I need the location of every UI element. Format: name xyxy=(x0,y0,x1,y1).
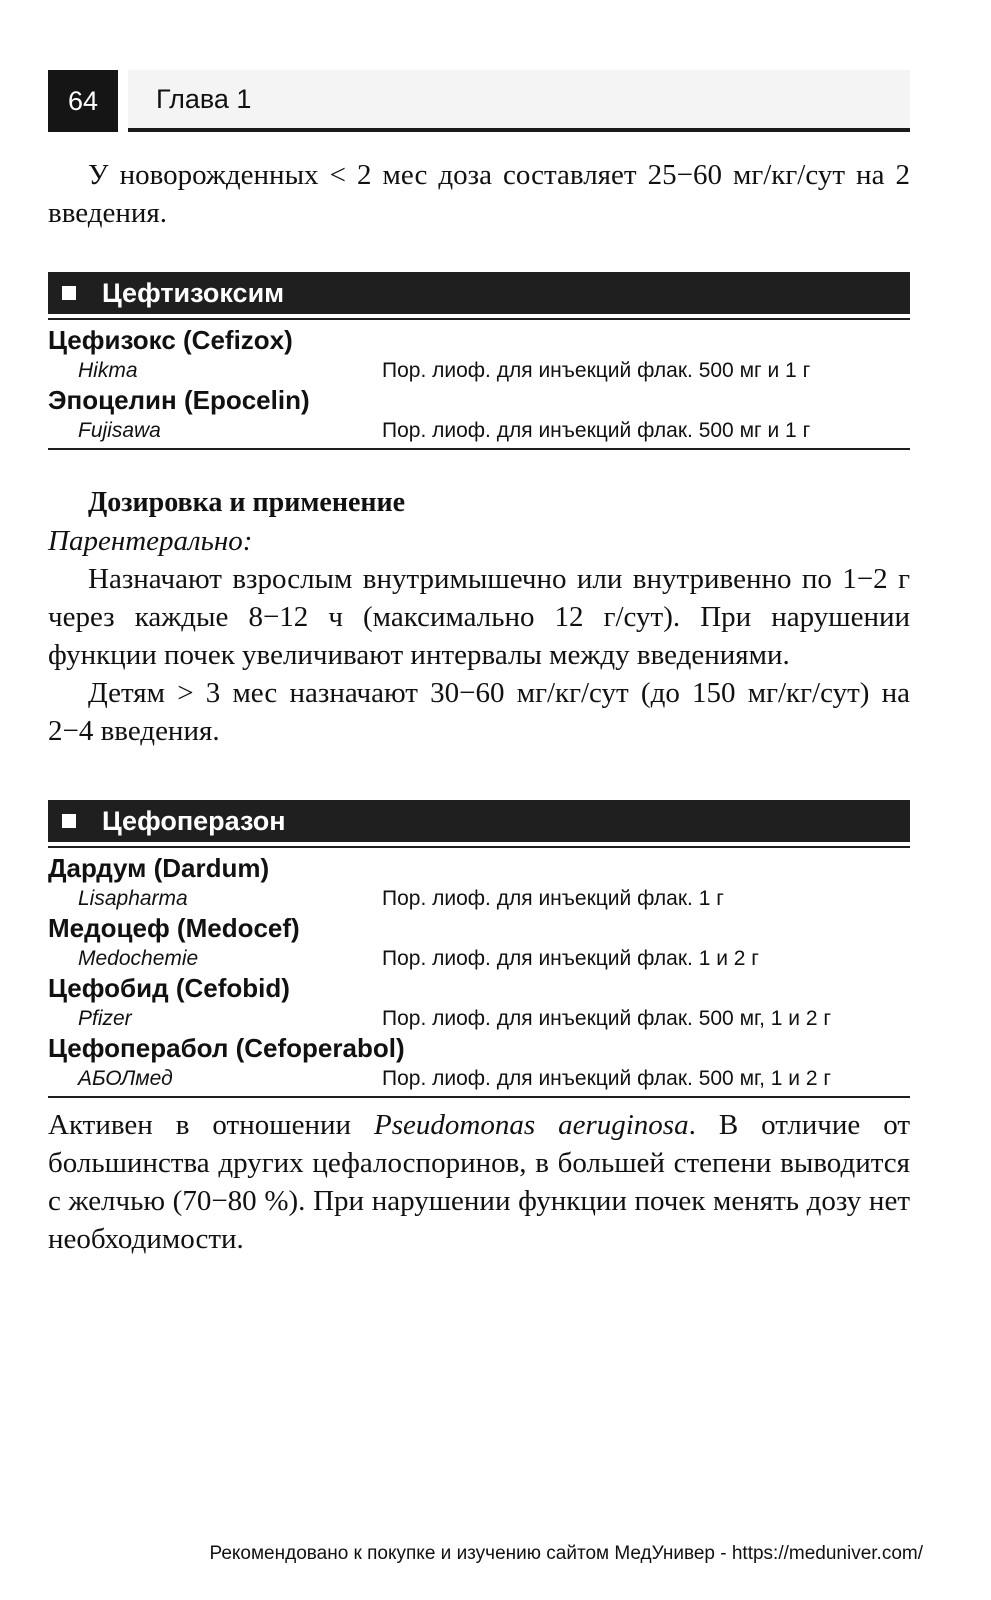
drug-details xyxy=(48,945,910,972)
drug-entry xyxy=(48,384,910,444)
route-label: Парентерально: xyxy=(48,525,253,557)
square-bullet-icon xyxy=(62,286,76,300)
dosage-paragraph-adults: Назначают взрослым внутримышечно или внутривенно по 1−2 г через каждые 8−12 ч (максимально 12 г/сут). При нарушении функции почек увеличивают интервалы между введениями. xyxy=(48,563,910,671)
dosage-heading: Дозировка и применение xyxy=(88,487,406,518)
manufacturer: Pfizer xyxy=(78,1007,132,1030)
dosage-form: Пор. лиоф. для инъекций флак. 500 мг и 1 г xyxy=(382,359,811,382)
species-name: Pseudomonas aeruginosa xyxy=(374,1109,689,1141)
drug-list-ceftizoxime xyxy=(48,320,910,450)
dosage-form: Пор. лиоф. для инъекций флак. 500 мг, 1 и 2 г xyxy=(382,1067,832,1090)
section-bar-cefoperazone xyxy=(48,800,910,842)
drug-entry xyxy=(48,972,910,1032)
section-bar-ceftizoxime xyxy=(48,272,910,314)
section-title: Цефоперазон xyxy=(102,805,286,836)
drug-entry xyxy=(48,852,910,912)
drug-details xyxy=(48,885,910,912)
manufacturer: Hikma xyxy=(78,359,138,382)
drug-list-cefoperazone xyxy=(48,848,910,1098)
drug-name: Цефобид (Cefobid) xyxy=(48,973,290,1003)
drug-name: Дардум (Dardum) xyxy=(48,853,270,883)
dosage-form: Пор. лиоф. для инъекций флак. 500 мг и 1 г xyxy=(382,419,811,442)
drug-name: Цефизокс (Cefizox) xyxy=(48,325,293,355)
description-text: Активен в отношении xyxy=(48,1109,374,1141)
dosage-form: Пор. лиоф. для инъекций флак. 1 г xyxy=(382,887,724,910)
page-number: 64 xyxy=(48,70,118,132)
manufacturer: Fujisawa xyxy=(78,419,161,442)
dosage-form: Пор. лиоф. для инъекций флак. 500 мг, 1 и 2 г xyxy=(382,1007,832,1030)
chapter-title: Глава 1 xyxy=(128,70,910,132)
dosage-form: Пор. лиоф. для инъекций флак. 1 и 2 г xyxy=(382,947,759,970)
drug-name: Цефоперабол (Cefoperabol) xyxy=(48,1033,405,1063)
drug-name: Эпоцелин (Epocelin) xyxy=(48,385,310,415)
manufacturer: Medochemie xyxy=(78,947,199,970)
book-page xyxy=(48,70,910,1258)
drug-details xyxy=(48,417,910,444)
drug-entry xyxy=(48,912,910,972)
manufacturer: Lisapharma xyxy=(78,887,188,910)
footer-link[interactable]: Рекомендовано к покупке и изучению сайтом МедУнивер - https://meduniver.com/ xyxy=(209,1543,923,1564)
drug-details xyxy=(48,1005,910,1032)
description-text: . В отличие от большинства других цефалоспоринов, в большей степени выводится с желчью (70−80 %). При нарушении функции почек менять дозу нет необходимости. xyxy=(48,1109,910,1255)
drug-entry xyxy=(48,1032,910,1092)
page-header xyxy=(48,70,910,132)
drug-entry xyxy=(48,324,910,384)
cefoperazone-description xyxy=(48,1106,910,1258)
dosage-paragraph-children: Детям > 3 мес назначают 30−60 мг/кг/сут (до 150 мг/кг/сут) на 2−4 введения. xyxy=(48,677,910,747)
drug-details xyxy=(48,357,910,384)
drug-name: Медоцеф (Medocef) xyxy=(48,913,300,943)
manufacturer: АБОЛмед xyxy=(78,1067,173,1090)
square-bullet-icon xyxy=(62,814,76,828)
section-title: Цефтизоксим xyxy=(102,277,285,308)
drug-details xyxy=(48,1065,910,1092)
intro-paragraph: У новорожденных < 2 мес доза составляет 25−60 мг/кг/сут на 2 введения. xyxy=(48,159,910,229)
